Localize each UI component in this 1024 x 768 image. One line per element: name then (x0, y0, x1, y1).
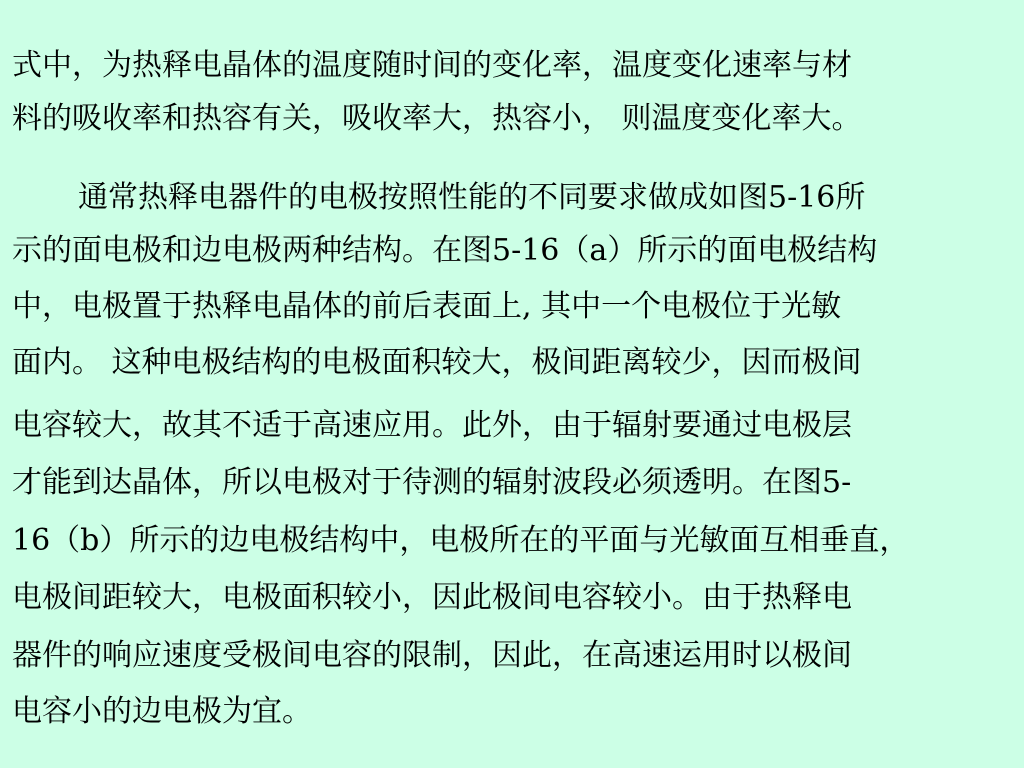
paragraph2-line-9: 器件的响应速度受极间电容的限制，因此，在高速运用时以极间 (12, 638, 852, 673)
paragraph2-line-4: 面内。 这种电极结构的电极面积较大，极间距离较少，因而极间 (12, 345, 862, 380)
paragraph2-line-5: 电容较大，故其不适于高速应用。此外，由于辐射要通过电极层 (12, 408, 852, 443)
paragraph2-line-10: 电容小的边电极为宜。 (12, 694, 312, 729)
paragraph1-line-2: 料的吸收率和热容有关，吸收率大，热容小， 则温度变化率大。 (12, 101, 862, 136)
paragraph2-line-6: 才能到达晶体，所以电极对于待测的辐射波段必须透明。在图5- (12, 465, 852, 500)
paragraph2-line-3: 中，电极置于热释电晶体的前后表面上, 其中一个电极位于光敏 (12, 289, 842, 324)
paragraph2-line-7: 16（b）所示的边电极结构中，电极所在的平面与光敏面互相垂直， (12, 523, 910, 558)
paragraph2-line-8: 电极间距较大，电极面积较小，因此极间电容较小。由于热释电 (12, 580, 852, 615)
paragraph2-line-2: 示的面电极和边电极两种结构。在图5-16（a）所示的面电极结构 (12, 233, 878, 268)
paragraph2-line-1: 通常热释电器件的电极按照性能的不同要求做成如图5-16所 (78, 180, 866, 215)
paragraph1-line-1: 式中，为热释电晶体的温度随时间的变化率，温度变化速率与材 (12, 48, 852, 83)
